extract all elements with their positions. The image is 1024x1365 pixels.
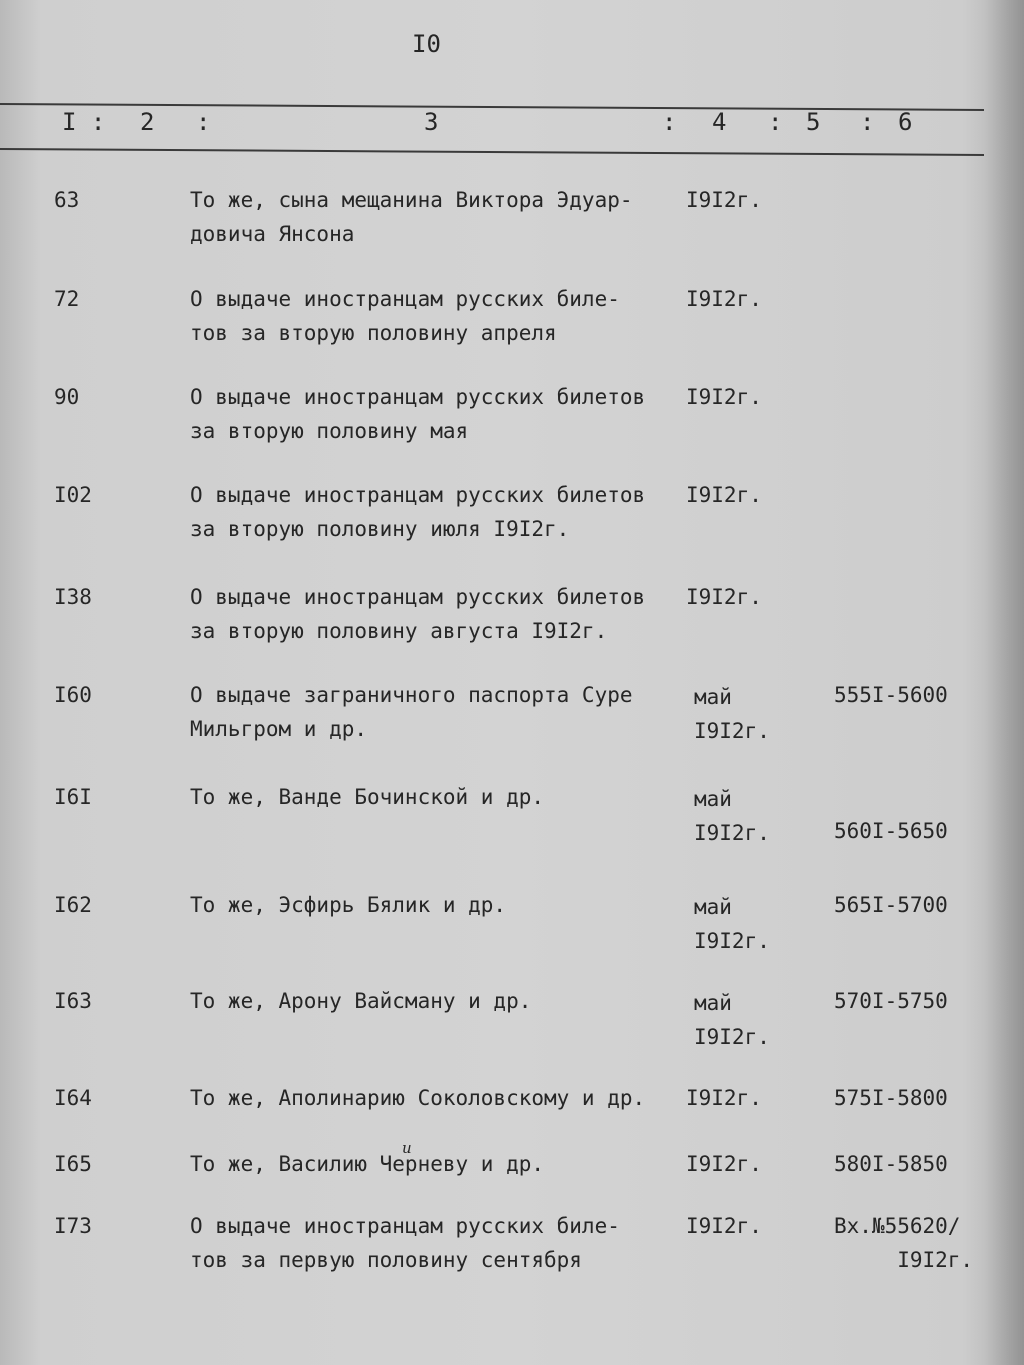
case-number: I60 [54, 683, 92, 707]
case-number: I6I [54, 785, 92, 809]
case-title-line: за вторую половину июля I9I2г. [190, 517, 570, 541]
case-number: I62 [54, 893, 92, 917]
case-title-line: О выдаче иностранцам русских биле- [190, 1214, 620, 1238]
page-number: I0 [412, 30, 441, 58]
header-col-3: 3 [424, 108, 439, 136]
case-title-line: То же, Ванде Бочинской и др. [190, 785, 545, 809]
case-date-line: май [694, 685, 732, 709]
case-number: I02 [54, 483, 92, 507]
case-note-line: 565I-5700 [834, 893, 948, 917]
header-rule-bottom [0, 148, 984, 156]
case-date-line: I9I2г. [686, 483, 762, 507]
case-title-line: О выдаче иностранцам русских билетов [190, 385, 646, 409]
case-note-line: 570I-5750 [834, 989, 948, 1013]
case-title-line: То же, Эсфирь Бялик и др. [190, 893, 507, 917]
case-note-line: 555I-5600 [834, 683, 948, 707]
handwritten-correction: и [402, 1139, 412, 1157]
case-title-line: О выдаче иностранцам русских биле- [190, 287, 620, 311]
header-sep: : [196, 108, 211, 136]
header-col-2: 2 [140, 108, 155, 136]
header-col-1: I : [62, 108, 106, 136]
case-title-line: То же, Арону Вайсману и др. [190, 989, 532, 1013]
case-note-line: 560I-5650 [834, 819, 948, 843]
case-number: I73 [54, 1214, 92, 1238]
header-sep: : [662, 108, 677, 136]
case-date-line: I9I2г. [694, 1025, 770, 1049]
case-date-line: I9I2г. [686, 1152, 762, 1176]
case-title-line: за вторую половину августа I9I2г. [190, 619, 608, 643]
header-col-6: 6 [898, 108, 913, 136]
case-title-line: О выдаче заграничного паспорта Суре [190, 683, 633, 707]
case-title-line: О выдаче иностранцам русских билетов [190, 483, 646, 507]
header-sep: : [860, 108, 875, 136]
case-date-line: I9I2г. [694, 821, 770, 845]
case-title-line: То же, сына мещанина Виктора Эдуар- [190, 188, 633, 212]
case-note-line: I9I2г. [834, 1248, 974, 1272]
case-title-line: То же, Василию Черневу и др. [190, 1152, 545, 1176]
case-title-line: довича Янсона [190, 222, 355, 246]
case-date-line: I9I2г. [686, 585, 762, 609]
case-number: I63 [54, 989, 92, 1013]
case-title-line: Мильгром и др. [190, 717, 368, 741]
case-date-line: май [694, 991, 732, 1015]
header-sep: : [768, 108, 783, 136]
case-title-line: тов за вторую половину апреля [190, 321, 557, 345]
case-title-line: тов за первую половину сентября [190, 1248, 582, 1272]
case-date-line: I9I2г. [694, 719, 770, 743]
case-title-line: О выдаче иностранцам русских билетов [190, 585, 646, 609]
case-date-line: I9I2г. [686, 385, 762, 409]
case-date-line: май [694, 895, 732, 919]
case-note-line: 580I-5850 [834, 1152, 948, 1176]
header-col-5: 5 [806, 108, 821, 136]
header-col-4: 4 [712, 108, 727, 136]
case-number: 72 [54, 287, 80, 311]
case-note-line: Вх.№55620/ [834, 1214, 961, 1238]
page-edge-shadow [984, 0, 1024, 1365]
case-number: 90 [54, 385, 80, 409]
case-note-line: 575I-5800 [834, 1086, 948, 1110]
case-title-line: за вторую половину мая [190, 419, 469, 443]
case-date-line: I9I2г. [686, 1086, 762, 1110]
case-date-line: I9I2г. [686, 287, 762, 311]
case-date-line: I9I2г. [694, 929, 770, 953]
case-number: 63 [54, 188, 80, 212]
case-number: I65 [54, 1152, 92, 1176]
case-date-line: I9I2г. [686, 188, 762, 212]
case-number: I38 [54, 585, 92, 609]
case-title-line: То же, Аполинарию Соколовскому и др. [190, 1086, 646, 1110]
case-date-line: май [694, 787, 732, 811]
case-number: I64 [54, 1086, 92, 1110]
case-date-line: I9I2г. [686, 1214, 762, 1238]
